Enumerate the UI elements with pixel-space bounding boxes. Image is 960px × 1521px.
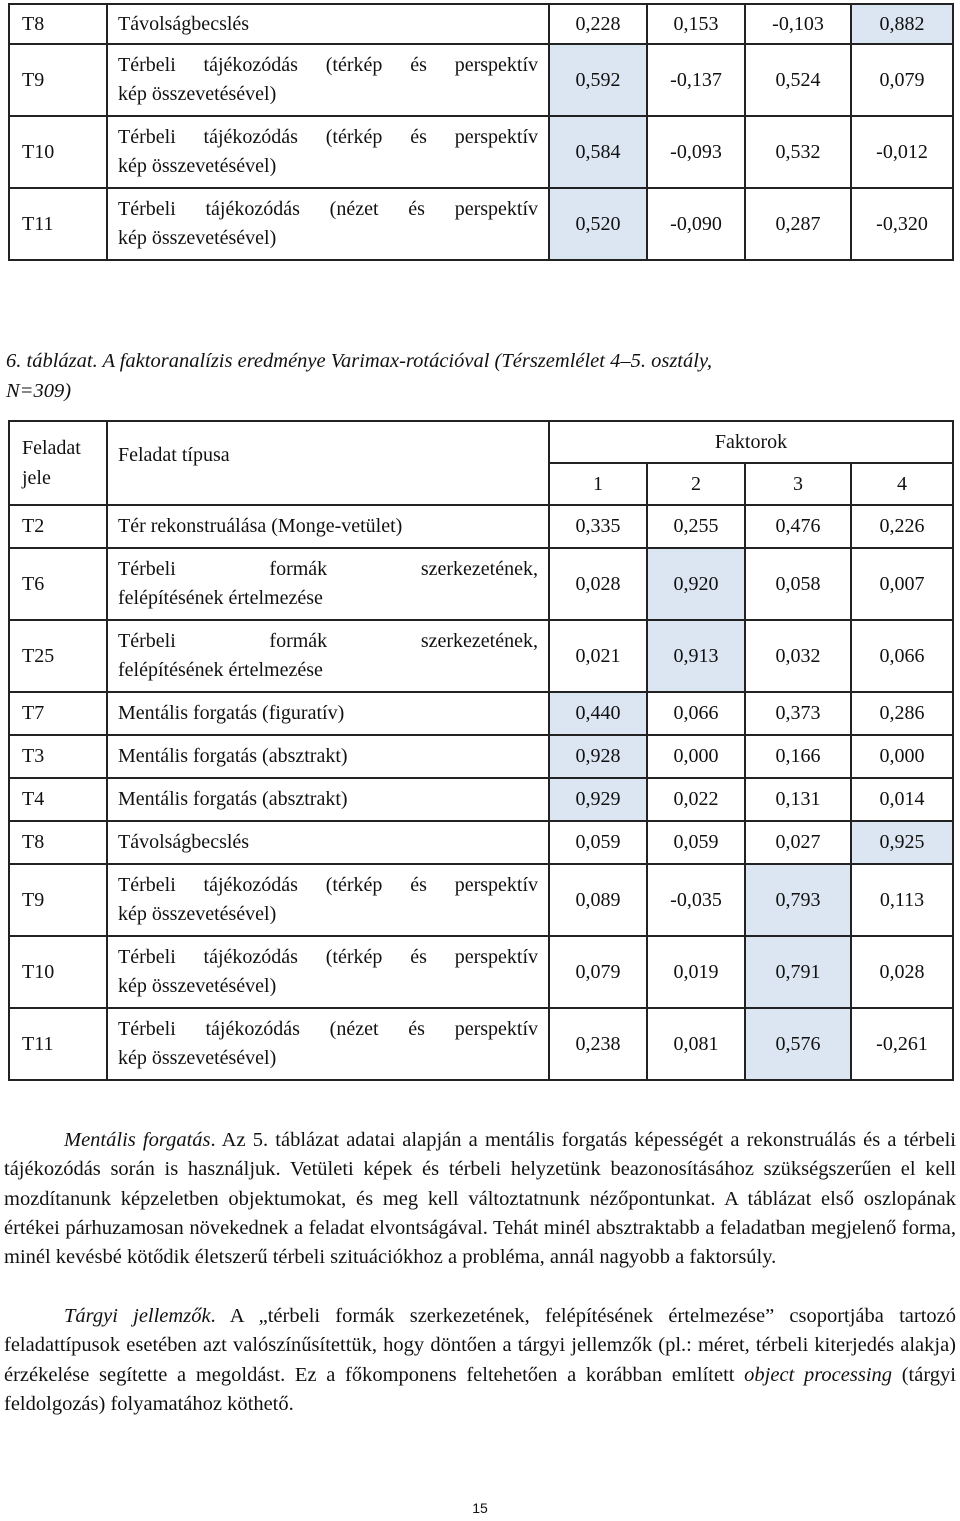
task-type-line: Tér rekonstruálása (Monge-vetület) bbox=[118, 515, 403, 537]
paragraph-object-features bbox=[4, 1302, 956, 1419]
factor-loading-3: 0,166 bbox=[745, 735, 851, 778]
factor-loading-2: -0,090 bbox=[647, 188, 745, 260]
factor-loading-1: 0,021 bbox=[549, 620, 647, 692]
task-type bbox=[107, 821, 549, 864]
factor-loading-2: 0,000 bbox=[647, 735, 745, 778]
top-factor-table bbox=[8, 3, 954, 261]
table-row bbox=[9, 692, 953, 735]
factor-loading-1: 0,335 bbox=[549, 505, 647, 548]
task-type-line: Térbeli tájékozódás (nézet és perspektív bbox=[118, 198, 538, 220]
factor-loading-4: 0,286 bbox=[851, 692, 953, 735]
caption-line-2: N=309) bbox=[6, 380, 72, 402]
task-type-line: Távolságbecslés bbox=[118, 12, 250, 35]
varimax-factor-table bbox=[8, 420, 954, 1081]
factor-loading-4: -0,320 bbox=[851, 188, 953, 260]
factor-loading-2: 0,059 bbox=[647, 821, 745, 864]
factor-loading-1: 0,929 bbox=[549, 778, 647, 821]
paragraph-2-text-a: . A „térbeli formák szerkezetének, felépítésének értelmezése” csoportjába tartozó feladattípusok esetében azt valószínűsítettük, hogy döntően a tárgyi jellemzők (pl.: méret, térbeli kiterjedés alakja) érzékelése segítette a megoldást. Ez a főkomponens feltehetően a korábban említett bbox=[4, 1305, 956, 1386]
factor-loading-4: 0,028 bbox=[851, 936, 953, 1008]
task-type bbox=[107, 116, 549, 188]
factor-loading-3: -0,103 bbox=[745, 4, 851, 44]
factor-loading-3: 0,532 bbox=[745, 116, 851, 188]
factor-loading-1: 0,440 bbox=[549, 692, 647, 735]
header-factor-2: 2 bbox=[647, 463, 745, 505]
table-row bbox=[9, 1008, 953, 1080]
page-number: 15 bbox=[472, 1500, 488, 1516]
task-type bbox=[107, 864, 549, 936]
task-type-line: Térbeli formák szerkezetének, bbox=[118, 558, 538, 580]
table-row bbox=[9, 44, 953, 116]
task-code: T6 bbox=[9, 548, 107, 620]
factor-loading-1: 0,228 bbox=[549, 4, 647, 44]
task-code: T10 bbox=[9, 116, 107, 188]
task-type-line: kép összevetésével) bbox=[118, 903, 277, 925]
task-type bbox=[107, 778, 549, 821]
header-task-type-label: Feladat típusa bbox=[118, 443, 230, 466]
task-type-line: Térbeli formák szerkezetének, bbox=[118, 630, 538, 652]
task-code: T8 bbox=[9, 821, 107, 864]
header-row-factors bbox=[9, 421, 953, 463]
task-type-line: kép összevetésével) bbox=[118, 227, 277, 249]
table-caption bbox=[6, 346, 954, 406]
task-code: T7 bbox=[9, 692, 107, 735]
factor-loading-3: 0,131 bbox=[745, 778, 851, 821]
task-code: T11 bbox=[9, 1008, 107, 1080]
task-type-line: Távolságbecslés bbox=[118, 831, 250, 853]
factor-loading-3: 0,524 bbox=[745, 44, 851, 116]
task-type bbox=[107, 548, 549, 620]
task-type bbox=[107, 735, 549, 778]
factor-loading-4: 0,226 bbox=[851, 505, 953, 548]
factor-loading-1: 0,928 bbox=[549, 735, 647, 778]
task-type bbox=[107, 4, 549, 44]
task-code: T25 bbox=[9, 620, 107, 692]
factor-loading-3: 0,032 bbox=[745, 620, 851, 692]
factor-loading-3: 0,373 bbox=[745, 692, 851, 735]
table-row bbox=[9, 735, 953, 778]
task-code: T4 bbox=[9, 778, 107, 821]
task-type-line: kép összevetésével) bbox=[118, 155, 277, 177]
header-factor-4: 4 bbox=[851, 463, 953, 505]
header-factor-1: 1 bbox=[549, 463, 647, 505]
table-row bbox=[9, 936, 953, 1008]
task-type-line: felépítésének értelmezése bbox=[118, 587, 323, 609]
task-type-line: Térbeli tájékozódás (nézet és perspektív bbox=[118, 1018, 538, 1040]
table-row bbox=[9, 548, 953, 620]
task-code: T2 bbox=[9, 505, 107, 548]
factor-loading-4: -0,261 bbox=[851, 1008, 953, 1080]
paragraph-2-text-b: (tárgyi feldolgozás) folyamatához köthető. bbox=[4, 1363, 957, 1415]
factor-loading-4: 0,066 bbox=[851, 620, 953, 692]
table-row bbox=[9, 505, 953, 548]
table-row bbox=[9, 188, 953, 260]
factor-loading-4: 0,882 bbox=[851, 4, 953, 44]
factor-loading-4: 0,079 bbox=[851, 44, 953, 116]
factor-loading-4: 0,113 bbox=[851, 864, 953, 936]
factor-loading-2: 0,066 bbox=[647, 692, 745, 735]
table-row bbox=[9, 821, 953, 864]
paragraph-1-lead: Mentális forgatás bbox=[64, 1129, 211, 1151]
paragraph-2-italic-term: object processing bbox=[744, 1363, 893, 1386]
task-type-line: Mentális forgatás (absztrakt) bbox=[118, 788, 348, 810]
header-task-code-line-1: Feladat bbox=[22, 437, 81, 459]
factor-loading-4: 0,000 bbox=[851, 735, 953, 778]
paragraph-mental-rotation bbox=[4, 1126, 956, 1272]
header-task-code bbox=[9, 421, 107, 505]
factor-loading-2: 0,153 bbox=[647, 4, 745, 44]
factor-loading-4: 0,925 bbox=[851, 821, 953, 864]
factor-loading-3: 0,027 bbox=[745, 821, 851, 864]
paragraph-2-lead: Tárgyi jellemzők bbox=[64, 1305, 211, 1327]
task-type bbox=[107, 936, 549, 1008]
factor-loading-2: 0,022 bbox=[647, 778, 745, 821]
table-row bbox=[9, 864, 953, 936]
factor-loading-1: 0,079 bbox=[549, 936, 647, 1008]
header-task-code-line-2: jele bbox=[22, 467, 51, 489]
task-type bbox=[107, 620, 549, 692]
task-type-line: felépítésének értelmezése bbox=[118, 659, 323, 681]
task-code: T9 bbox=[9, 864, 107, 936]
factor-loading-1: 0,592 bbox=[549, 44, 647, 116]
factor-loading-2: 0,255 bbox=[647, 505, 745, 548]
factor-loading-3: 0,058 bbox=[745, 548, 851, 620]
header-factor-3: 3 bbox=[745, 463, 851, 505]
factor-loading-1: 0,028 bbox=[549, 548, 647, 620]
task-code: T11 bbox=[9, 188, 107, 260]
factor-loading-1: 0,584 bbox=[549, 116, 647, 188]
header-factors-label: Faktorok bbox=[714, 430, 788, 453]
task-code: T8 bbox=[9, 4, 107, 44]
task-type-line: Térbeli tájékozódás (térkép és perspektív bbox=[118, 946, 538, 968]
task-code: T3 bbox=[9, 735, 107, 778]
table-row bbox=[9, 116, 953, 188]
task-type-line: Mentális forgatás (figuratív) bbox=[118, 702, 345, 724]
factor-loading-4: -0,012 bbox=[851, 116, 953, 188]
table-row bbox=[9, 4, 953, 44]
task-type-line: Térbeli tájékozódás (térkép és perspektív bbox=[118, 126, 538, 148]
task-code: T10 bbox=[9, 936, 107, 1008]
task-type-line: Térbeli tájékozódás (térkép és perspektív bbox=[118, 54, 538, 76]
factor-loading-1: 0,059 bbox=[549, 821, 647, 864]
factor-loading-2: 0,081 bbox=[647, 1008, 745, 1080]
table-row bbox=[9, 778, 953, 821]
task-type-line: Mentális forgatás (absztrakt) bbox=[118, 745, 348, 767]
factor-loading-2: -0,035 bbox=[647, 864, 745, 936]
factor-loading-3: 0,476 bbox=[745, 505, 851, 548]
paragraph-1-text: . Az 5. táblázat adatai alapján a mentális forgatás képességét a rekonstruálás és a térbeli tájékozódás során is használjuk. Vetületi képek és térbeli helyzetünk beazonosításához szükségszerűen el kell mozdítanunk képzeletben objektumokat, és meg kell változtatnunk nézőpontunkat. A táblázat első oszlopának értékei párhuzamosan növekednek a feladat elvontságával. Tehát minél absztraktabb a feladatban megjelenő forma, minél kevésbé kötődik életszerű térbeli szituációkhoz a probléma, annál nagyobb a faktorsúly. bbox=[4, 1129, 956, 1269]
factor-loading-1: 0,089 bbox=[549, 864, 647, 936]
task-code: T9 bbox=[9, 44, 107, 116]
factor-loading-2: 0,920 bbox=[647, 548, 745, 620]
task-type bbox=[107, 505, 549, 548]
header-task-type bbox=[107, 421, 549, 505]
factor-loading-1: 0,238 bbox=[549, 1008, 647, 1080]
factor-loading-3: 0,791 bbox=[745, 936, 851, 1008]
factor-loading-3: 0,793 bbox=[745, 864, 851, 936]
task-type bbox=[107, 44, 549, 116]
table-row bbox=[9, 620, 953, 692]
factor-loading-2: 0,019 bbox=[647, 936, 745, 1008]
factor-loading-2: 0,913 bbox=[647, 620, 745, 692]
task-type bbox=[107, 692, 549, 735]
caption-line-1: 6. táblázat. A faktoranalízis eredménye Varimax-rotációval (Térszemlélet 4–5. osztály, bbox=[6, 350, 713, 372]
task-type-line: Térbeli tájékozódás (térkép és perspektív bbox=[118, 874, 538, 896]
task-type bbox=[107, 188, 549, 260]
factor-loading-3: 0,287 bbox=[745, 188, 851, 260]
factor-loading-2: -0,137 bbox=[647, 44, 745, 116]
task-type bbox=[107, 1008, 549, 1080]
factor-loading-3: 0,576 bbox=[745, 1008, 851, 1080]
factor-loading-4: 0,007 bbox=[851, 548, 953, 620]
task-type-line: kép összevetésével) bbox=[118, 1047, 277, 1069]
factor-loading-2: -0,093 bbox=[647, 116, 745, 188]
factor-loading-1: 0,520 bbox=[549, 188, 647, 260]
factor-loading-4: 0,014 bbox=[851, 778, 953, 821]
task-type-line: kép összevetésével) bbox=[118, 83, 277, 105]
task-type-line: kép összevetésével) bbox=[118, 975, 277, 997]
header-factors bbox=[549, 421, 953, 463]
